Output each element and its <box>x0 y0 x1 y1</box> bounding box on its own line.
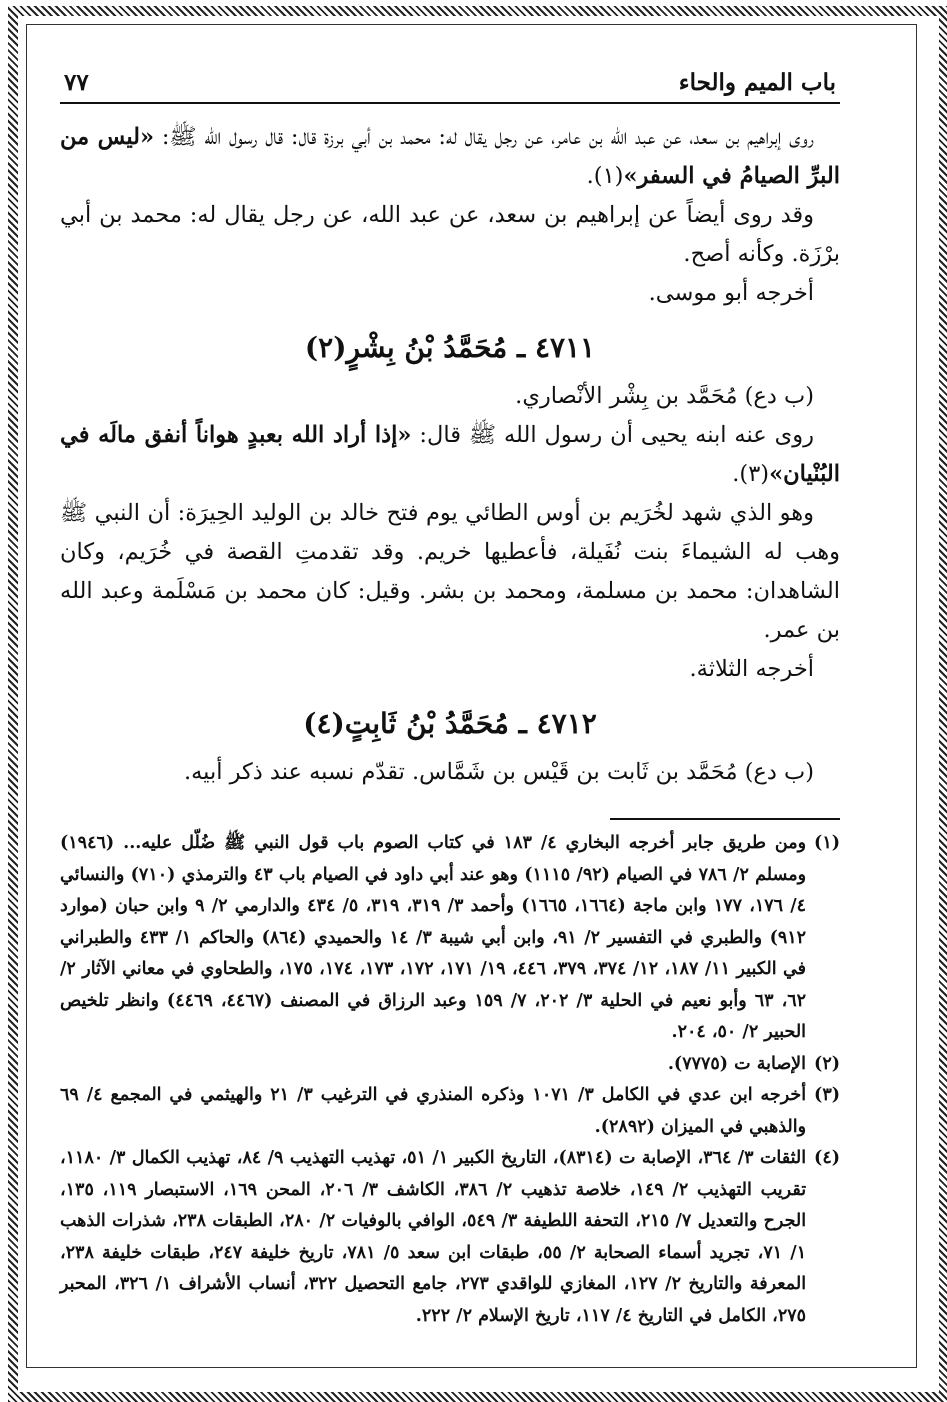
footnote-text: الثقات ٣/ ٣٦٤، الإصابة ت (٨٣١٤)، التاريخ الكبير ١/ ٥١، تهذيب التهذيب ٩/ ٨٤، تهذيب الكمال ٣/ ١١٨٠، تقريب التهذيب ٢/ ١٤٩، خلاصة تذهيب ٢/ ٣٨٦، الكاشف ٣/ ٢٠٦، المحن ١٦٩، الاستبصار ١١٩، ١٣٥، الجرح والتعديل ٧/ ٢١٥، التحفة اللطيفة ٣/ ٥٤٩، الوافي بالوفيات ٢/ ٢٨٠، الطبقات ٢٣٨، شذرات الذهب ١/ ٧١، تجريد أسماء الصحابة ٢/ ٥٥، طبقات ابن سعد ٥/ ٧٨١، تاريخ خليفة ٢٤٧، طبقات خليفة ٢٣٨، المعرفة والتاريخ ٢/ ١٢٧، المغازي للواقدي ٢٧٣، جامع التحصيل ٣٢٢، أنساب الأشراف ١/ ٣٢٦، المحبر ٢٧٥، الكامل في التاريخ ٤/ ١١٧، تاريخ الإسلام ٢/ ٢٢٢. <box>60 1148 807 1326</box>
footnote-number: (٤) <box>814 1148 840 1168</box>
footnote-number: (١) <box>814 833 840 853</box>
hadith-quote: «إذا أراد الله بعبدٍ هواناً أنفق مالَه في البُنْيان» <box>60 422 840 487</box>
paragraph: روى إبراهيم بن سعد، عن عبد الله بن عامر، عن رجل يقال له: محمد بن أبي برزة قال: قال رسول الله ﷺ: «ليس من البرِّ الصيامُ في السفر»(١). <box>60 124 840 189</box>
paragraph: (ب دع) مُحَمَّد بن ثَابت بن قَيْس بن شَمَّاس. تقدّم نسبه عند ذكر أبيه. <box>183 759 814 785</box>
footnote-ref: (٣). <box>732 461 770 487</box>
footnote <box>60 1080 840 1143</box>
footnote-text: ومن طريق جابر أخرجه البخاري ٤/ ١٨٣ في كتاب الصوم باب قول النبي ﷺ ضُلّل عليه... (١٩٤٦) ومسلم ٢/ ٧٨٦ في الصيام (٩٢/ ١١١٥) وهو عند أبي داود في الصيام باب ٤٣ والترمذي (٧١٠) والنسائي ٤/ ١٧٦، ١٧٧ وابن ماجة (١٦٦٤، ١٦٦٥) وأحمد ٣/ ٣١٩، ٣١٩، ٥/ ٤٣٤ والدارمي ٢/ ٩ وابن حبان (موارد ٩١٢) والطبري في التفسير ٢/ ٩١، وابن أبي شيبة ٣/ ١٤ والحميدي (٨٦٤) والحاكم ١/ ٤٣٣ والطبراني في الكبير ١١/ ١٨٧، ١٢/ ٣٧٤، ٣٧٩، ٤٤٦، ١٩/ ١٧١، ١٧٢، ١٧٣، ١٧٤، ١٧٥، والطحاوي في معاني الآثار ٢/ ٦٢، ٦٣ وأبو نعيم في الحلية ٣/ ٢٠٢، ٧/ ١٥٩ وعبد الرزاق في المصنف (٤٤٦٧، ٤٤٦٩) وانظر تلخيص الحبير ٢/ ٥٠، ٢٠٤. <box>60 833 807 1042</box>
footnote-text: أخرجه ابن عدي في الكامل ٣/ ١٠٧١ وذكره المنذري في الترغيب ٣/ ٢١ والهيثمي في المجمع ٤/ ٦٩ والذهبي في الميزان (٢٨٩٢). <box>60 1085 807 1137</box>
footnote-text: الإصابة ت (٧٧٧٥). <box>667 1053 807 1074</box>
footnotes <box>60 818 840 1332</box>
paragraph: روى عنه ابنه يحيى أن رسول الله ﷺ قال: «إذا أراد الله بعبدٍ هواناً أنفق مالَه في البُنْيان»(٣). <box>60 422 840 487</box>
entry-title: ٤٧١٢ ـ مُحَمَّدُ بْنُ ثَابِتٍ(٤) <box>303 707 597 740</box>
document-page <box>60 62 840 1332</box>
paragraph: وهو الذي شهد لخُرَيم بن أوس الطائي يوم فتح خالد بن الوليد الحِيرَة: أن النبي ﷺ وهب له الشيماءَ بنت نُفَيلة، فأعطيها خريم. وقد تقدمتِ القصة في خُرَيم، وكان الشاهدان: محمد بن مسلمة، ومحمد بن بشر. وقيل: كان محمد بن مَسْلَمة وعبد الله بن عمر. <box>60 500 840 643</box>
footnote-number: (٢) <box>814 1053 840 1074</box>
chapter-title: باب الميم والحاء <box>678 69 836 96</box>
paragraph: أخرجه أبو موسى. <box>648 280 814 306</box>
footnote <box>60 1049 840 1081</box>
running-header <box>60 62 840 104</box>
footnote <box>60 828 840 1049</box>
footnote <box>60 1143 840 1332</box>
paragraph: وقد روى أيضاً عن إبراهيم بن سعد، عن عبد الله، عن رجل يقال له: محمد بن أبي برْزَة. وكأنه أصح. <box>60 202 840 267</box>
paragraph: (ب دع) مُحَمَّد بن بِشْر الأنْصاري. <box>515 383 814 409</box>
main-text <box>60 118 840 792</box>
hadith-quote: «ليس من البرِّ الصيامُ في السفر» <box>60 124 840 189</box>
page-number: ٧٧ <box>64 69 89 96</box>
footnote-divider <box>610 818 840 820</box>
paragraph: أخرجه الثلاثة. <box>689 656 814 682</box>
entry-title: ٤٧١١ ـ مُحَمَّدُ بْنُ بِشْرٍ(٢) <box>304 331 596 364</box>
footnote-ref: (١). <box>586 163 624 189</box>
footnote-number: (٣) <box>814 1085 840 1105</box>
